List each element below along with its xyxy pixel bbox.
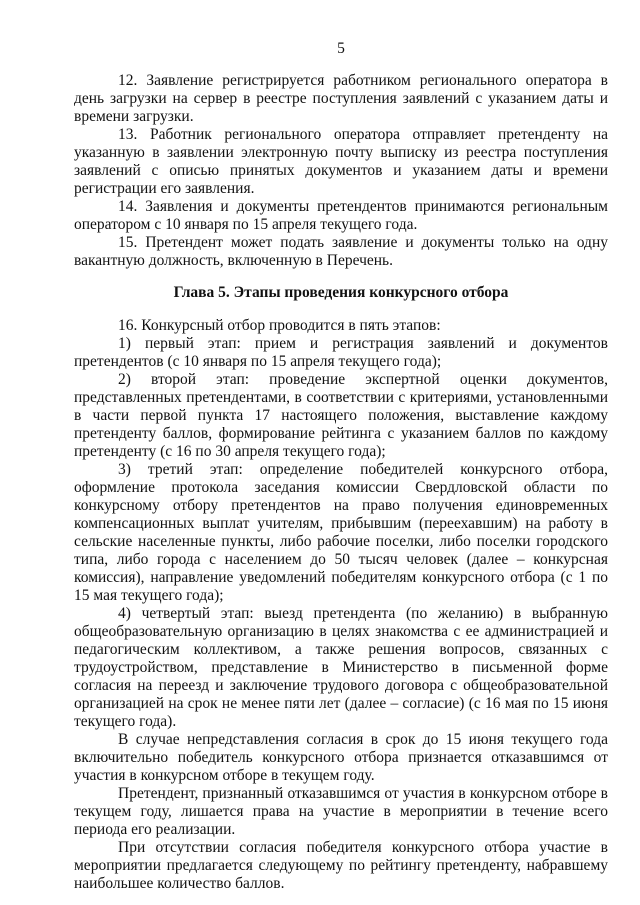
stage-2: 2) второй этап: проведение экспертной оценки документов, представленных претендентами, в соответствии с критериями, установленными в части первой пункта 17 настоящего положения, выставление каждому претенденту баллов, формирование рейтинга с указанием баллов по каждому претенденту (с 16 по 30 апреля текущего года); <box>74 371 608 460</box>
paragraph-14: 14. Заявления и документы претендентов принимаются региональным оператором с 10 января по 15 апреля текущего года. <box>74 198 608 233</box>
stage-4: 4) четвертый этап: выезд претендента (по желанию) в выбранную общеобразовательную организацию в целях знакомства с ее администрацией и педагогическим коллективом, а также решения вопросов, связанных с трудоустройством, представление в Министерство в письменной форме согласия на переезд и заключение трудового договора с общеобразовательной организацией на срок не менее пяти лет (далее – согласие) (с 16 мая по 15 июня текущего года). <box>74 605 608 730</box>
chapter-heading: Глава 5. Этапы проведения конкурсного отбора <box>173 284 509 301</box>
paragraph-13: 13. Работник регионального оператора отправляет претенденту на указанную в заявлении электронную почту выписку из реестра поступления заявлений с описью принятых документов и указанием даты и времени регистрации его заявления. <box>74 126 608 197</box>
paragraph-refused-applicant: Претендент, признанный отказавшимся от участия в конкурсном отборе в текущем году, лишается права на участие в мероприятии в течение всего периода его реализации. <box>74 785 608 838</box>
stage-1: 1) первый этап: прием и регистрация заявлений и документов претендентов (с 10 января по 15 апреля текущего года); <box>74 335 608 370</box>
paragraph-no-consent: В случае непредставления согласия в срок до 15 июня текущего года включительно победитель конкурсного отбора признается отказавшимся от участия в конкурсном отборе в текущем году. <box>74 731 608 784</box>
paragraph-next-in-rating: При отсутствии согласия победителя конкурсного отбора участие в мероприятии предлагается следующему по рейтингу претенденту, набравшему наибольшее количество баллов. <box>74 839 608 892</box>
document-page <box>74 40 608 893</box>
page-number: 5 <box>337 40 345 57</box>
stage-3: 3) третий этап: определение победителей конкурсного отбора, оформление протокола заседания комиссии Свердловской области по конкурсному отбору претендентов на право получения единовременных компенсационных выплат учителям, прибывшим (переехавшим) на работу в сельские населенные пункты, либо рабочие поселки, либо поселки городского типа, либо города с населением до 50 тысяч человек (далее – конкурсная комиссия), направление уведомлений победителям конкурсного отбора (с 1 по 15 мая текущего года); <box>74 461 608 604</box>
paragraph-15: 15. Претендент может подать заявление и документы только на одну вакантную должность, включенную в Перечень. <box>74 234 608 269</box>
paragraph-16: 16. Конкурсный отбор проводится в пять этапов: <box>118 317 441 334</box>
paragraph-12: 12. Заявление регистрируется работником регионального оператора в день загрузки на сервер в реестре поступления заявлений с указанием даты и времени загрузки. <box>74 72 608 125</box>
